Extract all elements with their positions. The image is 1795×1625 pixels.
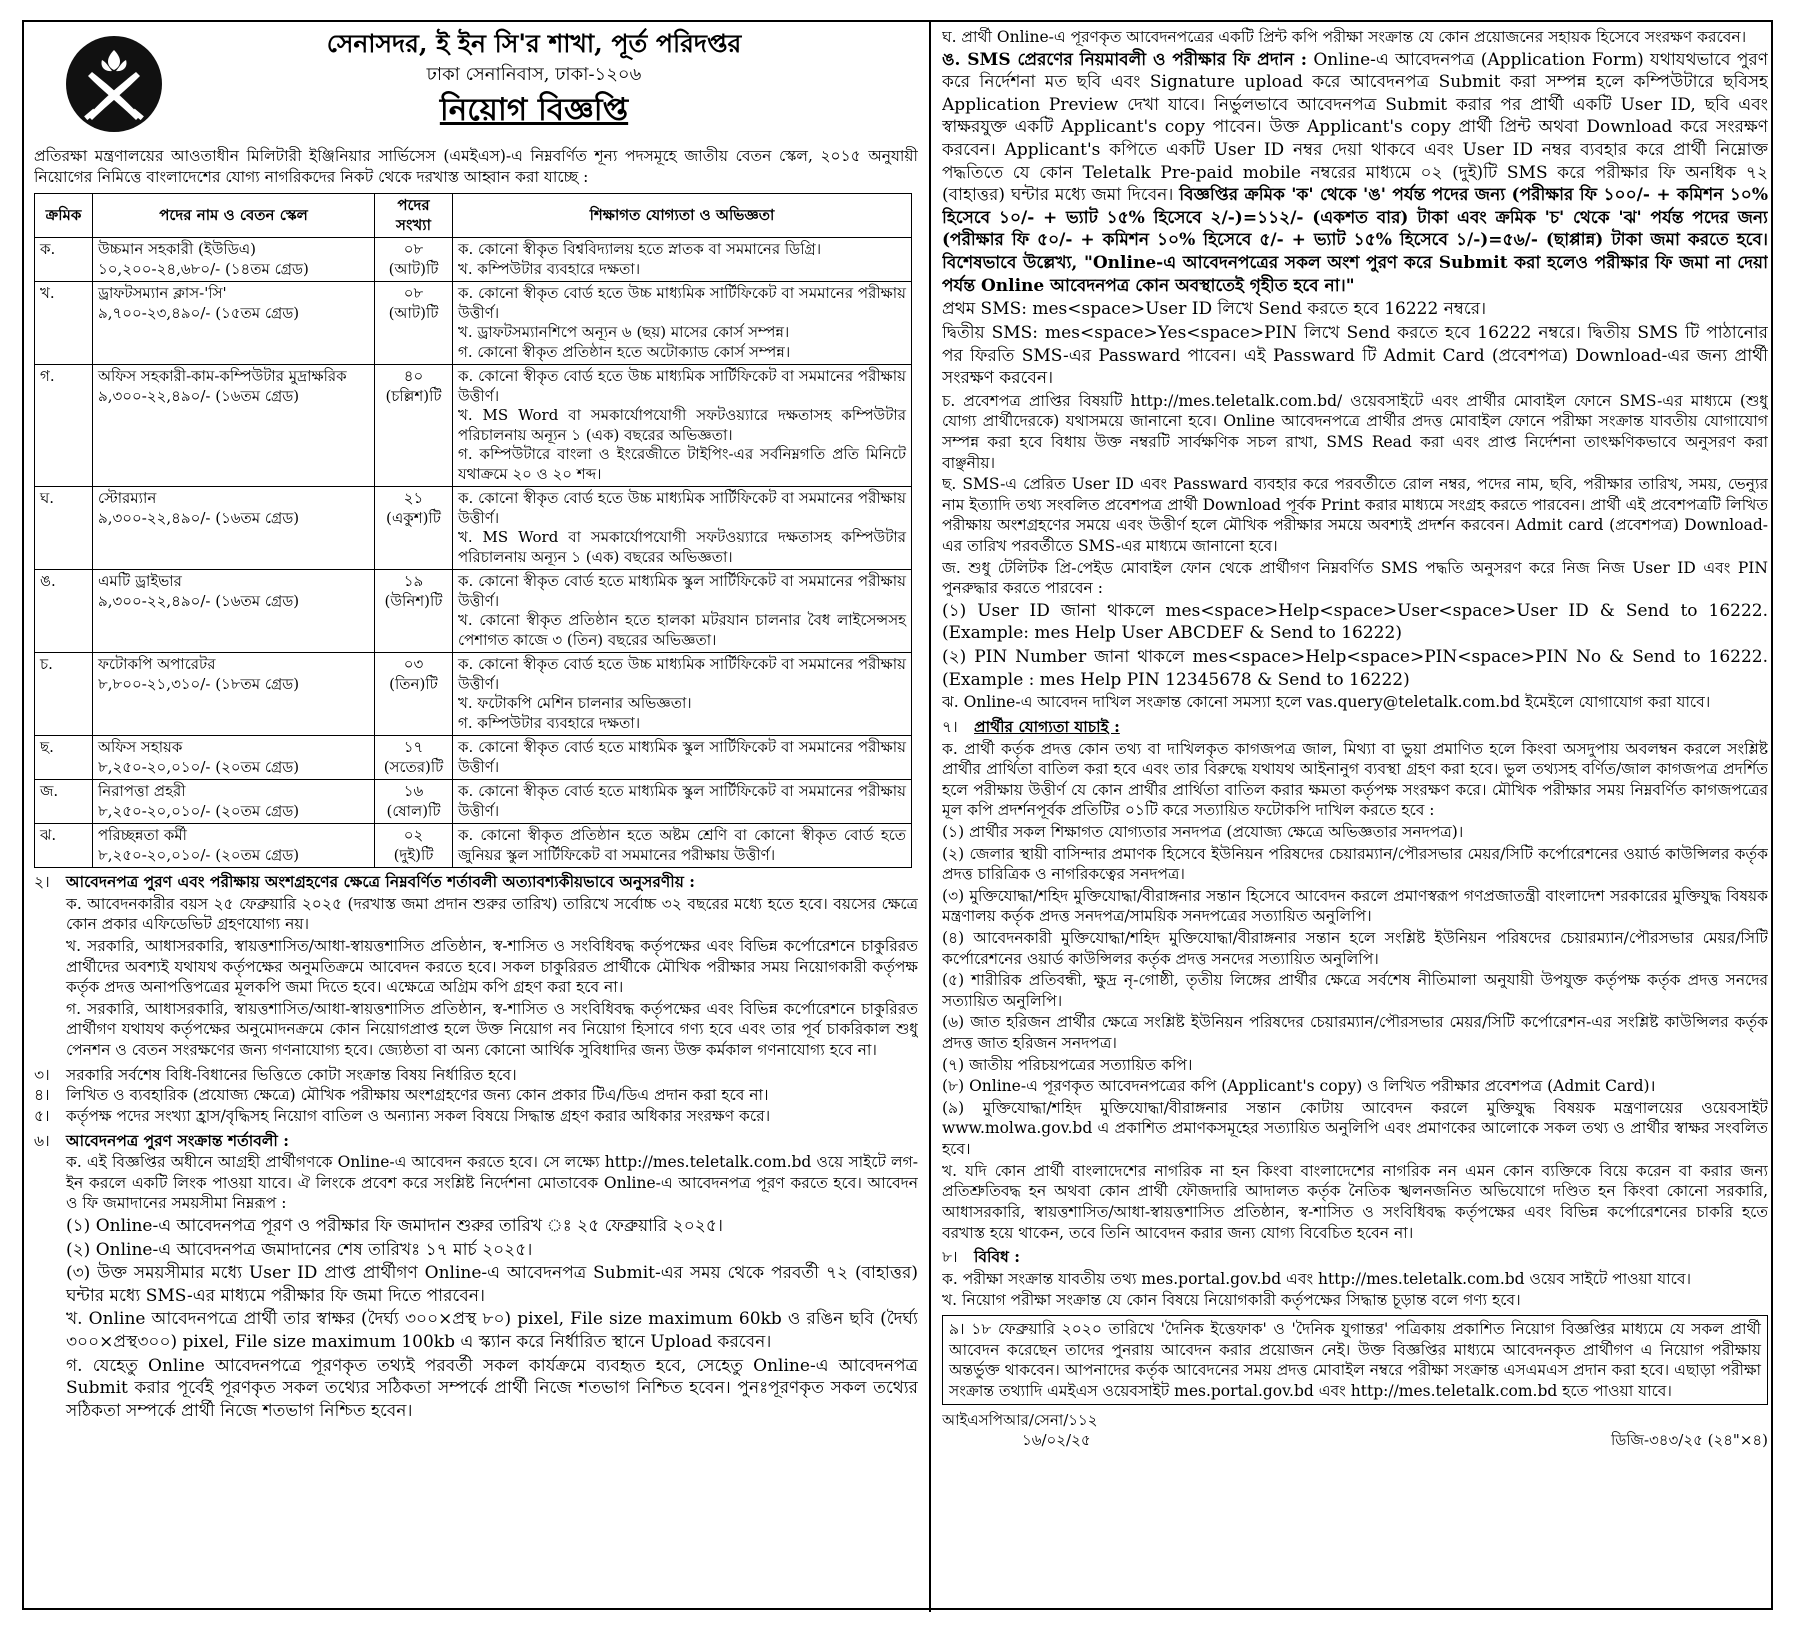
crossed-swords-emblem-icon xyxy=(66,36,162,132)
qualification-line: ক. কোনো স্বীকৃত বিশ্ববিদ্যালয় হতে স্নাতক বা সমমানের ডিগ্রি। xyxy=(458,240,822,259)
table-row xyxy=(35,365,912,487)
paragraph: খ. সরকারি, আধাসরকারি, স্বায়ত্তশাসিত/আধা-স্বায়ত্তশাসিত প্রতিষ্ঠান, স্ব-শাসিত ও সংবিধিবদ্ধ কর্তৃপক্ষের এবং বিভিন্ন কর্পোরেশনে চাকুরিরত প্রার্থীদের অবশ্যই যথাযথ কর্তৃপক্ষের অনুমতিক্রমে আবেদন করতে হবে। সকল চাকুরিরত প্রার্থীকে মৌখিক পরীক্ষার সময় নিয়োগকারী কর্তৃপক্ষ কর্তৃক প্রদত্ত অনাপত্তিপত্রের মূলকপি জমা দিতে হবে। এক্ষেত্রে অগ্রিম কপি গ্রহণ করা হবে না। xyxy=(66,937,918,997)
posts-table-body xyxy=(35,238,912,868)
table-row xyxy=(35,570,912,653)
count-cell xyxy=(375,736,453,780)
paragraph: জ. শুধু টেলিটক প্রি-পেইড মোবাইল ফোন থেকে প্রার্থীগণ নিম্নবর্ণিত SMS পদ্ধতি অনুসরণ করে নিজ নিজ User ID এবং PIN পুনরুদ্ধার করতে পারবেন : xyxy=(942,558,1768,598)
section-number: ৪। xyxy=(34,1086,50,1105)
post-name: পরিচ্ছন্নতা কর্মী xyxy=(98,826,187,845)
qualification-cell xyxy=(453,365,912,487)
count-cell xyxy=(375,653,453,736)
paragraph: ক. আবেদনকারীর বয়স ২৫ ফেব্রুয়ারি ২০২৫ (দরখাস্ত জমা প্রদান শুরুর তারিখ) তারিখে সর্বোচ্চ ৩২ বছরের মধ্যে হতে হবে। বয়সের ক্ষেত্রে কোন প্রকার এফিডেভিট গ্রহণযোগ্য নয়। xyxy=(66,894,918,934)
list-item: (৫) শারীরিক প্রতিবন্ধী, ক্ষুদ্র নৃ-গোষ্ঠী, তৃতীয় লিঙ্গের প্রার্থীর ক্ষেত্রে সর্বশেষ নীতিমালা অনুযায়ী উপযুক্ত কর্তৃপক্ষ কর্তৃক প্রদত্ত সনদের সত্যায়িত অনুলিপি। xyxy=(942,971,1768,1010)
count-cell xyxy=(375,780,453,824)
section-heading: আবেদনপত্র পুরণ সংক্রান্ত শর্তাবলী : xyxy=(66,1130,289,1150)
list-item: (৭) জাতীয় পরিচয়পত্রের সত্যায়িত কপি। xyxy=(942,1055,1193,1074)
table-row xyxy=(35,736,912,780)
qualification-line: গ. কম্পিউটার ব্যবহারে দক্ষতা। xyxy=(458,713,641,732)
post-count: ২১ xyxy=(403,489,424,508)
paragraph: (২) PIN Number জানা থাকলে mes<space>Help<space>PIN<space>PIN No & Send to 16222. (Example : mes Help PIN 12345678 & Send to 16222) xyxy=(942,647,1768,690)
qualification-line: খ. ফটোকপি মেশিন চালনার অভিজ্ঞতা। xyxy=(458,694,692,713)
post-count-words: (আট)টি xyxy=(388,259,439,278)
paragraph: ক. পরীক্ষা সংক্রান্ত যাবতীয় তথ্য mes.portal.gov.bd এবং http://mes.teletalk.com.bd ওয়েব সাইটে পাওয়া যাবে। xyxy=(942,1269,1692,1288)
serial-cell: গ. xyxy=(35,365,93,487)
intro-text: প্রতিরক্ষা মন্ত্রণালয়ের আওতাধীন মিলিটারী ইঞ্জিনিয়ার সার্ভিসেস (এমইএস)-এ নিম্নবর্ণিত শূন্য পদসমূহে জাতীয় বেতন স্কেল, ২০১৫ অনুযায়ী নিয়োগের নিমিত্তে বাংলাদেশের যোগ্য নাগরিকদের নিকট থেকে দরখাস্ত আহ্বান করা যাচ্ছে : xyxy=(34,147,918,186)
count-cell xyxy=(375,824,453,868)
post-name: অফিস সহায়ক xyxy=(98,738,183,757)
list-item: (৪) আবেদনকারী মুক্তিযোদ্ধা/শহিদ মুক্তিযোদ্ধা/বীরাঙ্গনার সন্তান হলে সংশ্লিষ্ট ইউনিয়ন পরিষদের চেয়ারম্যান/পৌরসভার মেয়র/সিটি কর্পোরেশনের ওয়ার্ড কাউন্সিলর কর্তৃক প্রদত্ত সনদের সত্যায়িত অনুলিপি। xyxy=(942,928,1768,968)
section-heading: প্রার্থীর যোগ্যতা যাচাই : xyxy=(974,716,1120,736)
dg-reference: ডিজি-৩৪৩/২৫ (২৪"×৪) xyxy=(1610,1431,1768,1450)
post-name: ফটোকপি অপারেটর xyxy=(98,655,216,674)
post-count-words: (একুশ)টি xyxy=(386,508,441,527)
post-cell xyxy=(93,365,375,487)
section-number: ৬। xyxy=(34,1131,50,1150)
subsection-heading: ঙ. SMS প্রেরণের নিয়মাবলী ও পরীক্ষার ফি প্রদান : xyxy=(942,49,1307,70)
qualification-line: ক. কোনো স্বীকৃত বোর্ড হতে মাধ্যমিক স্কুল সার্টিফিকেট বা সমমানের পরীক্ষায় উত্তীর্ণ। xyxy=(458,738,906,776)
count-cell xyxy=(375,282,453,365)
paragraph: দ্বিতীয় SMS: mes<space>Yes<space>PIN লিখে Send করতে হবে 16222 নম্বরে। দ্বিতীয় SMS টি পাঠানোর পর ফিরতি SMS-এর Passward পাবেন। এই Passward টি Admit Card (প্রবেশপত্র) Download-এর জন্য প্রার্থী সংরক্ষণ করবেন। xyxy=(942,322,1768,389)
paragraph: ঘ. প্রার্থী Online-এ পূরণকৃত আবেদনপত্রের একটি প্রিন্ট কপি পরীক্ষা সংক্রান্ত যে কোন প্রয়োজনের সহায়ক হিসেবে সংরক্ষণ করবেন। xyxy=(942,28,1747,46)
paragraph: খ. যদি কোন প্রার্থী বাংলাদেশের নাগরিক না হন কিংবা বাংলাদেশের নাগরিক নন এমন কোন ব্যক্তিকে বিয়ে করেন বা করার জন্য প্রতিশ্রুতিবদ্ধ হন অথবা কোন প্রার্থী ফৌজদারি আদালত কর্তৃক নৈতিক স্খলনজনিত অভিযোগে দণ্ডিত হন কিংবা কোনো সরকারি, আধাসরকারি, স্বায়ত্তশাসিত/আধা-স্বায়ত্তশাসিত প্রতিষ্ঠান, স্ব-শাসিত ও সংবিধিবদ্ধ কর্তৃপক্ষের এবং বিভিন্ন কর্পোরেশনের চাকরি হতে বরখাস্ত হয়ে থাকেন, তবে তিনি আবেদন করার জন্য যোগ্য বিবেচিত হবেন না। xyxy=(942,1161,1768,1242)
pay-scale: ৯,৭০০-২৩,৪৯০/- (১৫তম গ্রেড) xyxy=(98,303,300,322)
qualification-line: ক. কোনো স্বীকৃত বোর্ড হতে উচ্চ মাধ্যমিক সার্টিফিকেট বা সমমানের পরীক্ষায় উত্তীর্ণ। xyxy=(458,284,906,322)
qualification-cell xyxy=(453,570,912,653)
paragraph: কর্তৃপক্ষ পদের সংখ্যা হ্রাস/বৃদ্ধিসহ নিয়োগ বাতিল ও অন্যান্য সকল বিষয়ে সিদ্ধান্ত গ্রহণ করার অধিকার সংরক্ষণ করে। xyxy=(66,1106,771,1125)
qualification-cell xyxy=(453,282,912,365)
table-row xyxy=(35,653,912,736)
paragraph: ঝ. Online-এ আবেদন দাখিল সংক্রান্ত কোনো সমস্যা হলে vas.query@teletalk.com.bd ইমেইলে যোগাযোগ করা যাবে। xyxy=(942,693,1711,712)
paragraph: (১) Online-এ আবেদনপত্র পূরণ ও পরীক্ষার ফি জমাদান শুরুর তারিখ ঃ ২৫ ফেব্রুয়ারি ২০২৫। xyxy=(66,1215,723,1236)
col-header-count: পদের সংখ্যা xyxy=(375,194,453,238)
previous-applicants-box: ৯। ১৮ ফেব্রুয়ারি ২০২০ তারিখে 'দৈনিক ইত্তেফাক' ও 'দৈনিক যুগান্তর' পত্রিকায় প্রকাশিত নিয়োগ বিজ্ঞপ্তির মাধ্যমে যে সকল প্রার্থী আবেদন করেছেন তাদের পুনরায় আবেদন করার প্রয়োজন নেই। উক্ত বিজ্ঞপ্তির মাধ্যমে আবেদনকৃত প্রার্থীগণ এ নিয়োগ পরীক্ষায় অন্তর্ভুক্ত থাকবেন। আপনাদের কর্তৃক আবেদনের সময় প্রদত্ত মোবাইল নম্বরে পরীক্ষা সংক্রান্ত এসএমএস প্রদান করা হবে। এছাড়া পরীক্ষা সংক্রান্ত তথ্যাদি এমইএস ওয়েবসাইট mes.portal.gov.bd এবং http://mes.teletalk.com.bd হতে পাওয়া যাবে। xyxy=(942,1315,1768,1405)
post-count: ০২ xyxy=(403,826,424,845)
section-number: ৩। xyxy=(34,1065,50,1084)
notice-header xyxy=(34,28,918,140)
table-header-row xyxy=(35,194,912,238)
organization-name: সেনাসদর, ই ইন সি'র শাখা, পূর্ত পরিদপ্তর xyxy=(326,29,742,58)
table-row xyxy=(35,780,912,824)
pay-scale: ১০,২০০-২৪,৬৮০/- (১৪তম গ্রেড) xyxy=(98,259,309,278)
post-count-words: (আট)টি xyxy=(388,303,439,322)
pay-scale: ৮,২৫০-২০,০১০/- (২০তম গ্রেড) xyxy=(98,845,300,864)
post-count-words: (দুই)টি xyxy=(393,845,434,864)
notice-page xyxy=(22,20,1773,1610)
fee-paragraph: বিজ্ঞপ্তির ক্রমিক 'ক' থেকে 'ঙ' পর্যন্ত পদের জন্য (পরীক্ষার ফি ১০০/- + কমিশন ১০% হিসেবে ১০/- + ভ্যাট ১৫% হিসেবে ২/-)=১১২/- (একশত বার) টাকা এবং ক্রমিক 'চ' থেকে 'ঝ' পর্যন্ত পদের জন্য (পরীক্ষার ফি ৫০/- + কমিশন ১০% হিসেবে ৫/- + ভ্যাট ১৫% হিসেবে ১/-)=৫৬/- (ছাপ্পান্ন) টাকা জমা করতে হবে। বিশেষভাবে উল্লেখ্য, "Online-এ আবেদনপত্রের সকল অংশ পুরণ করে Submit করা হলেও পরীক্ষার ফি জমা না দেয়া পর্যন্ত Online আবেদনপত্র কোন অবস্থাতেই গৃহীত হবে না।" xyxy=(942,185,1768,296)
pay-scale: ৮,৮০০-২১,৩১০/- (১৮তম গ্রেড) xyxy=(98,674,300,693)
qualification-cell xyxy=(453,487,912,570)
qualification-line: ক. কোনো স্বীকৃত প্রতিষ্ঠান হতে অষ্টম শ্রেণি বা কোনো স্বীকৃত বোর্ড হতে জুনিয়র স্কুল সার্টিফিকেট বা সমমানের পরীক্ষায় উত্তীর্ণ। xyxy=(458,826,906,864)
left-column xyxy=(34,28,918,1598)
qualification-line: খ. MS Word বা সমকার্যোপযোগী সফটওয়্যারে দক্ষতাসহ কম্পিউটার পরিচালনায় অন্যূন ১ (এক) বছরের অভিজ্ঞতা। xyxy=(458,528,906,566)
qualification-line: খ. ড্রাফটসম্যানশিপে অন্যূন ৬ (ছয়) মাসের কোর্স সম্পন্ন। xyxy=(458,323,790,342)
posts-table xyxy=(34,193,912,868)
post-count-words: (তিন)টি xyxy=(389,674,438,693)
post-name: স্টোরম্যান xyxy=(98,489,157,508)
col-header-serial: ক্রমিক xyxy=(35,194,93,238)
footer xyxy=(942,1411,1768,1451)
section-number: ২। xyxy=(34,873,50,892)
qualification-cell xyxy=(453,780,912,824)
list-item: (৮) Online-এ পূরণকৃত আবেদনপত্রের কপি (Applicant's copy) ও লিখিত পরীক্ষার প্রবেশপত্র (Admit Card)। xyxy=(942,1077,1656,1096)
qualification-cell xyxy=(453,824,912,868)
qualification-line: ক. কোনো স্বীকৃত বোর্ড হতে উচ্চ মাধ্যমিক সার্টিফিকেট বা সমমানের পরীক্ষায় উত্তীর্ণ। xyxy=(458,367,906,405)
column-divider xyxy=(929,22,931,1612)
section-number: ৫। xyxy=(34,1106,50,1125)
post-count-words: (চল্লিশ)টি xyxy=(385,386,442,405)
qualification-line: খ. কম্পিউটার ব্যবহারে দক্ষতা। xyxy=(458,259,641,278)
col-header-post: পদের নাম ও বেতন স্কেল xyxy=(93,194,375,238)
paragraph: চ. প্রবেশপত্র প্রাপ্তির বিষয়টি http://mes.teletalk.com.bd/ ওয়েবসাইটে এবং প্রার্থীর মোবাইল ফোনে SMS-এর মাধ্যমে (শুধু যোগ্য প্রার্থীদেরকে) যথাসময়ে জানানো হবে। Online আবেদনপত্রে প্রার্থীর প্রদত্ত মোবাইল ফোনে পরীক্ষা সংক্রান্ত যাবতীয় যোগাযোগ সম্পন্ন করা হবে বিধায় উক্ত নম্বরটি সার্বক্ষণিক সচল রাখা, SMS Read করা এবং প্রাপ্ত নির্দেশনা তাৎক্ষণিকভাবে অনুসরণ করা বাঞ্ছনীয়। xyxy=(942,391,1768,472)
list-item: (১) প্রার্থীর সকল শিক্ষাগত যোগ্যতার সনদপত্র (প্রযোজ্য ক্ষেত্রে অভিজ্ঞতার সনদপত্র)। xyxy=(942,822,1464,841)
count-cell xyxy=(375,238,453,282)
post-count: ১৬ xyxy=(403,782,424,801)
pay-scale: ৯,৩০০-২২,৪৯০/- (১৬তম গ্রেড) xyxy=(98,386,300,405)
section-heading: আবেদনপত্র পুরণ এবং পরীক্ষায় অংশগ্রহণের ক্ষেত্রে নিম্নবর্ণিত শর্তাবলী অত্যাবশ্যকীয়ভাবে অনুসরণীয় : xyxy=(66,872,695,892)
post-count: ৪০ xyxy=(403,367,424,386)
post-cell xyxy=(93,780,375,824)
right-column xyxy=(942,26,1768,1604)
count-cell xyxy=(375,570,453,653)
post-count: ০৮ xyxy=(403,240,424,259)
section-heading: বিবিধ : xyxy=(974,1247,1020,1267)
post-count-words: (ষোল)টি xyxy=(386,801,441,820)
table-row xyxy=(35,282,912,365)
list-item: (৩) মুক্তিযোদ্ধা/শহিদ মুক্তিযোদ্ধা/বীরাঙ্গনার সন্তান হিসেবে আবেদন করলে প্রমাণস্বরূপ গণপ্রজাতন্ত্রী বাংলাদেশ সরকারের মুক্তিযুদ্ধ বিষয়ক মন্ত্রণালয় কর্তৃক প্রদত্ত সনদপত্র/সাময়িক সনদপত্রের সত্যায়িত অনুলিপি। xyxy=(942,886,1768,926)
post-count: ১৯ xyxy=(403,572,424,591)
qualification-line: গ. কোনো স্বীকৃত প্রতিষ্ঠান হতে অটোক্যাড কোর্স সম্পন্ন। xyxy=(458,342,791,361)
page-title: নিয়োগ বিজ্ঞপ্তি xyxy=(439,92,629,129)
paragraph: খ. Online আবেদনপত্রে প্রার্থী তার স্বাক্ষর (দৈর্ঘ্য ৩০০×প্রস্থ ৮০) pixel, File size maximum 60kb ও রঙিন ছবি (দৈর্ঘ্য ৩০০×প্রস্থ৩০০) pixel, File size maximum 100kb এ স্ক্যান করে নির্ধারিত স্থানে Upload করবেন। xyxy=(66,1309,918,1353)
serial-cell: জ. xyxy=(35,780,93,824)
paragraph: (৩) উক্ত সময়সীমার মধ্যে User ID প্রাপ্ত প্রার্থীগণ Online-এ আবেদনপত্র Submit-এর সময় থেকে পরবর্তী ৭২ (বাহাত্তর) ঘন্টার মধ্যে SMS-এর মাধ্যমে পরীক্ষার ফি জমা দিতে পারবেন। xyxy=(66,1263,918,1306)
paragraph: গ. যেহেতু Online আবেদনপত্রে পূরণকৃত তথ্যই পরবর্তী সকল কার্যক্রমে ব্যবহৃত হবে, সেহেতু Online-এ আবেদনপত্র Submit করার পূর্বেই পূরণকৃত সকল তথ্যের সঠিকতা সম্পর্কে প্রার্থী নিজে শতভাগ নিশ্চিত হবেন। পুনঃপূরণকৃত সকল তথ্যের সঠিকতা সম্পর্কে প্রার্থী নিজে শতভাগ নিশ্চিত হবেন। xyxy=(66,1355,918,1421)
qualification-cell xyxy=(453,736,912,780)
paragraph: খ. নিয়োগ পরীক্ষা সংক্রান্ত যে কোন বিষয়ে নিয়োগকারী কর্তৃপক্ষের সিদ্ধান্ত চূড়ান্ত বলে গণ্য হবে। xyxy=(942,1291,1521,1310)
post-cell xyxy=(93,487,375,570)
ispr-reference: আইএসপিআর/সেনা/১১২ xyxy=(942,1411,1098,1430)
count-cell xyxy=(375,365,453,487)
paragraph: ক. প্রার্থী কর্তৃক প্রদত্ত কোন তথ্য বা দাখিলকৃত কাগজপত্র জাল, মিথ্যা বা ভুয়া প্রমাণিত হলে কিংবা অসদুপায় অবলম্বন করলে সংশ্লিষ্ট প্রার্থীর প্রার্থিতা বাতিল করা হবে এবং তার বিরুদ্ধে যথাযথ আইনানুগ ব্যবস্থা গ্রহণ করা হবে। ভুল তথ্যসহ বর্ণিত/জাল কাগজপত্র প্রদর্শিত হলে পরীক্ষায় উত্তীর্ণ যে কোন প্রার্থীর প্রার্থিতা বাতিল করার ক্ষমতা কর্তৃপক্ষ সংরক্ষণ করে। মৌখিক পরীক্ষার সময় নিম্নবর্ণিত কাগজপত্রের মূল কপি প্রদর্শনপূর্বক প্রতিটির ০১টি করে সত্যায়িত ফটোকপি দাখিল করতে হবে : xyxy=(942,739,1768,820)
col-header-qualification: শিক্ষাগত যোগ্যতা ও অভিজ্ঞতা xyxy=(453,194,912,238)
pay-scale: ৮,২৫০-২০,০১০/- (২০তম গ্রেড) xyxy=(98,757,300,776)
post-cell xyxy=(93,824,375,868)
post-count-words: (সতের)টি xyxy=(383,757,444,776)
paragraph: Online-এ আবেদনপত্র (Application Form) যথাযথভাবে পুরণ করে নির্দেশনা মত ছবি এবং Signature upload করে আবেদনপত্র Submit করা সম্পন্ন হলে কম্পিউটারে ছবিসহ Application Preview দেখা যাবে। নির্ভুলভাবে আবেদনপত্র Submit করার পর প্রার্থী একটি User ID, ছবি এবং স্বাক্ষরযুক্ত একটি Applicant's copy পাবেন। উক্ত Applicant's copy প্রার্থী প্রিন্ট অথবা Download করে সংরক্ষণ করবেন। Applicant's কপিতে একটি User ID নম্বর দেয়া থাকবে এবং User ID নম্বর ব্যবহার করে প্রার্থী নিম্নোক্ত পদ্ধতিতে যে কোন Teletalk Pre-paid mobile নম্বরের মাধ্যমে ০২ (দুই)টি SMS করে পরীক্ষার ফি অনধিক ৭২ (বাহাত্তর) ঘন্টার মধ্যে জমা দিবেন। xyxy=(942,49,1768,206)
post-cell xyxy=(93,282,375,365)
serial-cell: ঘ. xyxy=(35,487,93,570)
post-count: ১৭ xyxy=(403,738,424,757)
pay-scale: ৮,২৫০-২০,০১০/- (২০তম গ্রেড) xyxy=(98,801,300,820)
qualification-cell xyxy=(453,653,912,736)
table-row xyxy=(35,824,912,868)
paragraph: ক. এই বিজ্ঞপ্তির অধীনে আগ্রহী প্রার্থীগণকে Online-এ আবেদন করতে হবে। সে লক্ষ্যে http://mes.teletalk.com.bd ওয়ে সাইটে লগ-ইন করলে একটি লিংক পাওয়া যাবে। ঐ লিংকে প্রবেশ করে সংশ্লিষ্ট নির্দেশনা মোতাবেক Online-এ আবেদনপত্র পূরণ করতে হবে। আবেদন ও ফি জমাদানের সময়সীমা নিম্নরূপ : xyxy=(66,1153,918,1213)
table-row xyxy=(35,238,912,282)
section-number: ৮। xyxy=(942,1248,958,1267)
post-cell xyxy=(93,238,375,282)
publish-date: ১৬/০২/২৫ xyxy=(1022,1431,1091,1450)
serial-cell: ঙ. xyxy=(35,570,93,653)
qualification-cell xyxy=(453,238,912,282)
paragraph: লিখিত ও ব্যবহারিক (প্রযোজ্য ক্ষেত্রে) মৌখিক পরীক্ষায় অংশগ্রহণের জন্য কোন প্রকার টিএ/ডিএ প্রদান করা হবে না। xyxy=(66,1086,769,1105)
section-number: ৭। xyxy=(942,717,958,736)
organization-location: ঢাকা সেনানিবাস, ঢাকা-১২০৬ xyxy=(426,63,642,85)
table-row xyxy=(35,487,912,570)
post-name: অফিস সহকারী-কাম-কম্পিউটার মুদ্রাক্ষরিক xyxy=(98,367,347,386)
list-item: (৯) মুক্তিযোদ্ধা/শহিদ মুক্তিযোদ্ধা/বীরাঙ্গনার সন্তান কোটায় আবেদন করলে মুক্তিযুদ্ধ বিষয়ক মন্ত্রণালয়ের ওয়েবসাইট www.molwa.gov.bd এ প্রকাশিত প্রমাণকসমূহের সত্যায়িত অনুলিপি এবং প্রমাণকের আলোকে সকল তথ্য ও প্রার্থীর স্বাক্ষর সংবলিত হবে। xyxy=(942,1098,1768,1159)
qualification-line: গ. কম্পিউটারে বাংলা ও ইংরেজীতে টাইপিং-এর সর্বনিম্নগতি প্রতি মিনিটে যথাক্রমে ২০ ও ২০ শব্দ। xyxy=(458,445,906,483)
post-name: নিরাপত্তা প্রহরী xyxy=(98,782,186,801)
serial-cell: খ. xyxy=(35,282,93,365)
post-cell xyxy=(93,570,375,653)
post-cell xyxy=(93,736,375,780)
qualification-line: ক. কোনো স্বীকৃত বোর্ড হতে মাধ্যমিক স্কুল সার্টিফিকেট বা সমমানের পরীক্ষায় উত্তীর্ণ। xyxy=(458,572,906,610)
qualification-line: ক. কোনো স্বীকৃত বোর্ড হতে উচ্চ মাধ্যমিক সার্টিফিকেট বা সমমানের পরীক্ষায় উত্তীর্ণ। xyxy=(458,655,906,693)
pay-scale: ৯,৩০০-২২,৪৯০/- (১৬তম গ্রেড) xyxy=(98,591,300,610)
post-count-words: (উনিশ)টি xyxy=(384,591,443,610)
qualification-line: ক. কোনো স্বীকৃত বোর্ড হতে উচ্চ মাধ্যমিক সার্টিফিকেট বা সমমানের পরীক্ষায় উত্তীর্ণ। xyxy=(458,489,906,527)
post-name: এমটি ড্রাইভার xyxy=(98,572,182,591)
serial-cell: চ. xyxy=(35,653,93,736)
paragraph: প্রথম SMS: mes<space>User ID লিখে Send করতে হবে 16222 নম্বরে। xyxy=(942,299,1487,320)
qualification-line: খ. MS Word বা সমকার্যোপযোগী সফটওয়্যারে দক্ষতাসহ কম্পিউটার পরিচালনায় অন্যূন ১ (এক) বছরের অভিজ্ঞতা। xyxy=(458,406,906,444)
serial-cell: ক. xyxy=(35,238,93,282)
paragraph: ছ. SMS-এ প্রেরিত User ID এবং Passward ব্যবহার করে পরবর্তীতে রোল নম্বর, পদের নাম, ছবি, পরীক্ষার তারিখ, সময়, ভেন্যুর নাম ইত্যাদি তথ্য সংবলিত প্রবেশপত্র প্রার্থী Download পূর্বক Print করার মাধ্যমে সংগ্রহ করতে পারবেন। প্রার্থী এই প্রবেশপত্রটি লিখিত পরীক্ষায় অংশগ্রহণের সময়ে এবং উত্তীর্ণ হলে মৌখিক পরীক্ষার সময়ে অবশ্যই প্রদর্শন করবেন। Admit card (প্রবেশপত্র) Download-এর তারিখ পরবর্তীতে SMS-এর মাধ্যমে জানানো হবে। xyxy=(942,475,1768,556)
post-count: ০৩ xyxy=(403,655,424,674)
paragraph: গ. সরকারি, আধাসরকারি, স্বায়ত্তশাসিত/আধা-স্বায়ত্তশাসিত প্রতিষ্ঠান, স্ব-শাসিত ও সংবিধিবদ্ধ কর্তৃপক্ষের এবং বিভিন্ন কর্পোরেশনে চাকুরিরত প্রার্থীগণ যথাযথ কর্তৃপক্ষের অনুমোদনক্রমে কোন নিয়োগপ্রাপ্ত হলে উক্ত নিয়োগ নব নিয়োগ হিসাবে গণ্য হবে এবং তার পূর্ব চাকরিকাল শুধু পেনশন ও বেতন সংরক্ষণের জন্য গণনাযোগ্য হবে। জ্যেষ্ঠতা বা অন্য কোনো আর্থিক সুবিধাদির জন্য উক্ত কর্মকাল গণনাযোগ্য হবে না। xyxy=(66,999,918,1060)
paragraph: (২) Online-এ আবেদনপত্র জমাদানের শেষ তারিখঃ ১৭ মার্চ ২০২৫। xyxy=(66,1239,533,1260)
post-name: ড্রাফটসম্যান ক্লাস-'সি' xyxy=(98,284,227,303)
pay-scale: ৯,৩০০-২২,৪৯০/- (১৬তম গ্রেড) xyxy=(98,508,300,527)
serial-cell: ছ. xyxy=(35,736,93,780)
qualification-line: খ. কোনো স্বীকৃত প্রতিষ্ঠান হতে হালকা মটরযান চালনার বৈধ লাইসেন্সসহ পেশাগত কাজে ৩ (তিন) বছরের অভিজ্ঞতা। xyxy=(458,611,906,649)
serial-cell: ঝ. xyxy=(35,824,93,868)
post-count: ০৮ xyxy=(403,284,424,303)
paragraph: সরকারি সর্বশেষ বিধি-বিধানের ভিত্তিতে কোটা সংক্রান্ত বিষয় নির্ধারিত হবে। xyxy=(66,1065,517,1084)
qualification-line: ক. কোনো স্বীকৃত বোর্ড হতে মাধ্যমিক স্কুল সার্টিফিকেট বা সমমানের পরীক্ষায় উত্তীর্ণ। xyxy=(458,782,906,820)
count-cell xyxy=(375,487,453,570)
list-item: (৬) জাত হরিজন প্রার্থীর ক্ষেত্রে সংশ্লিষ্ট ইউনিয়ন পরিষদের চেয়ারম্যান/পৌরসভার মেয়র/সিটি কর্পোরেশন-এর সংশ্লিষ্ট কাউন্সিলর কর্তৃক প্রদত্ত জাত হরিজন সনদপত্র। xyxy=(942,1013,1768,1053)
paragraph: (১) User ID জানা থাকলে mes<space>Help<space>User<space>User ID & Send to 16222. (Example: mes Help User ABCDEF & Send to 16222) xyxy=(942,600,1768,644)
post-cell xyxy=(93,653,375,736)
list-item: (২) জেলার স্থায়ী বাসিন্দার প্রমাণক হিসেবে ইউনিয়ন পরিষদের চেয়ারম্যান/পৌরসভার মেয়র/সিটি কর্পোরেশনের ওয়ার্ড কাউন্সিলর কর্তৃক প্রদত্ত চারিত্রিক ও নাগরিকত্বের সনদপত্র। xyxy=(942,844,1768,884)
post-name: উচ্চমান সহকারী (ইউডিএ) xyxy=(98,240,256,259)
